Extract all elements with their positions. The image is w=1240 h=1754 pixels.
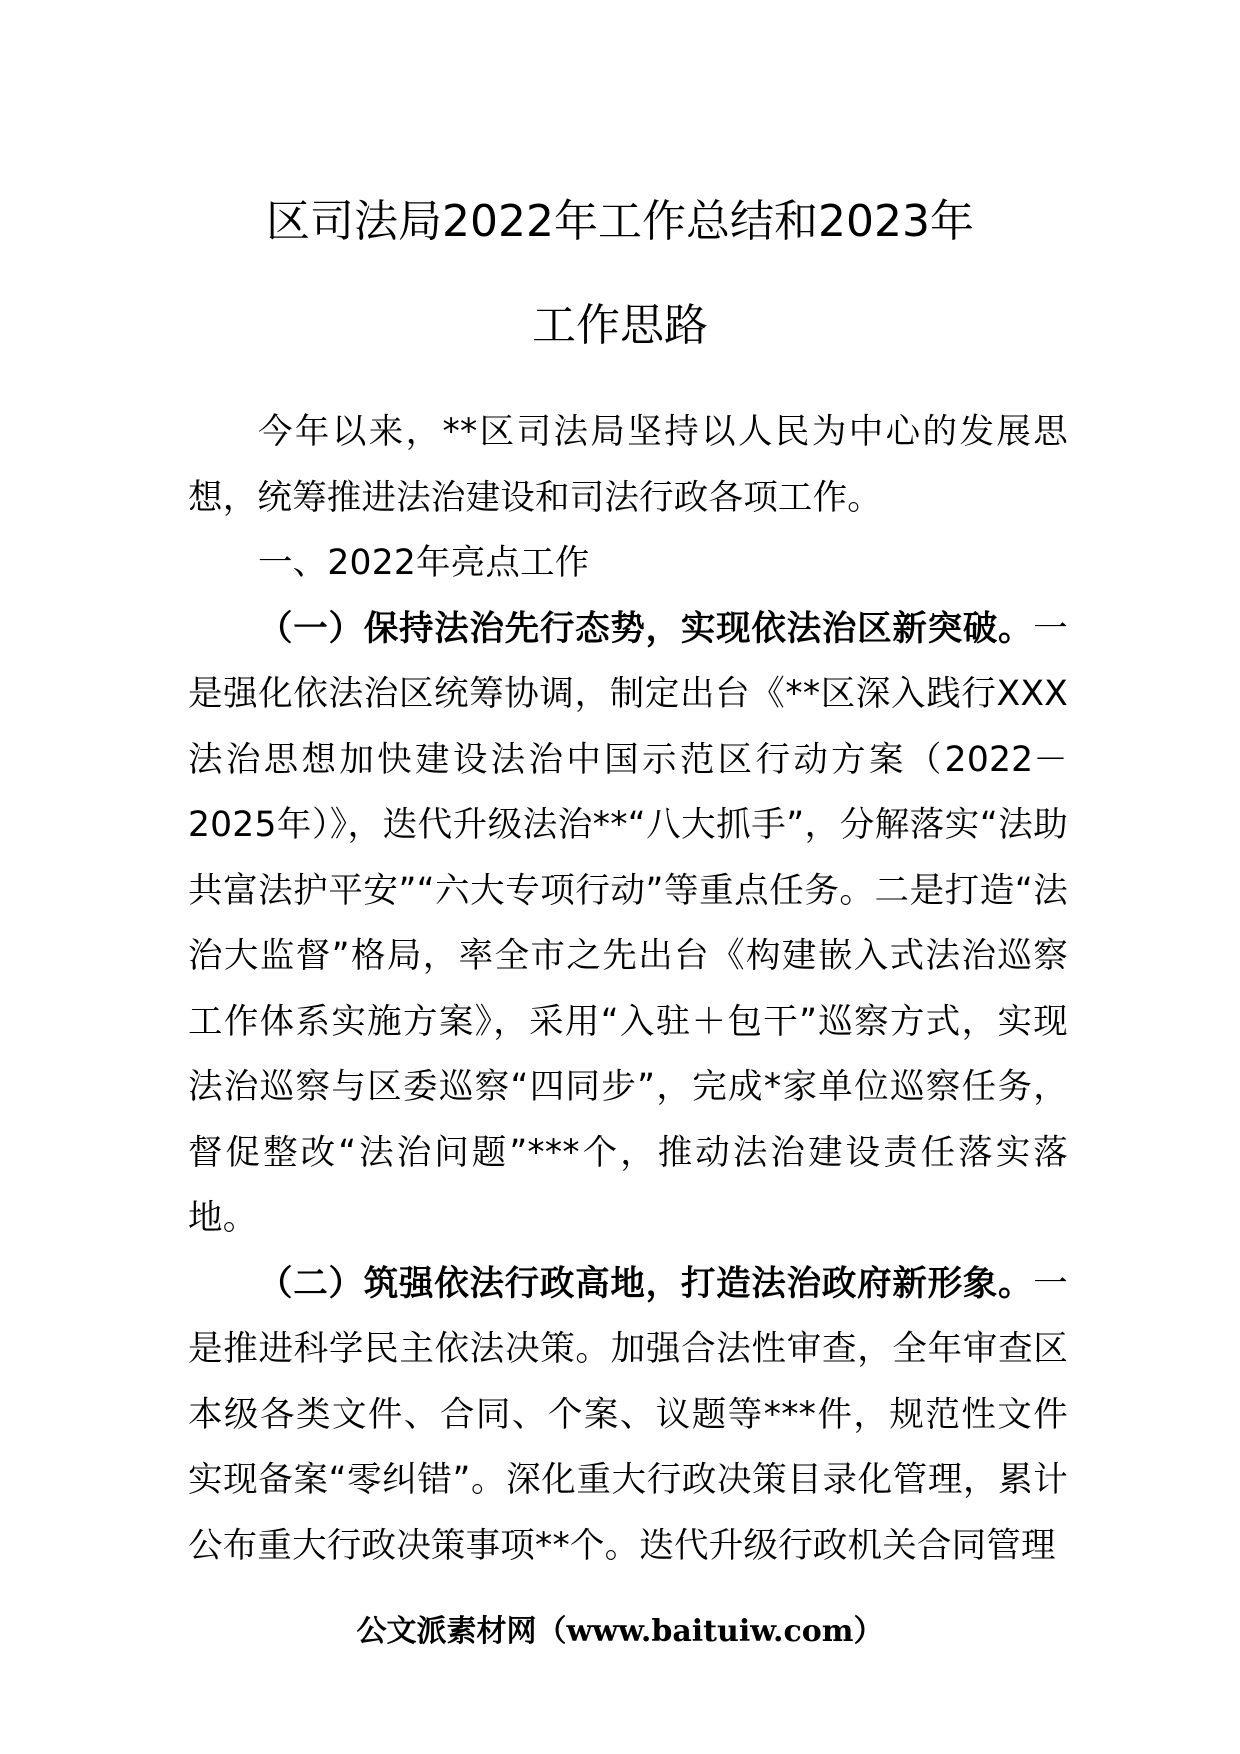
- subsection-1-text: 一是强化依法治区统筹协调，制定出台《**区深入践行XXX法治思想加快建设法治中国示范区行动方案（2022－2025年）》，迭代升级法治**“八大抓手”，分解落实“法助共富法护平安”“六大专项行动”等重点任务。二是打造“法治大监督”格局，率全市之先出台《构建嵌入式法治巡察工作体系实施方案》，采用“入驻＋包干”巡察方式，实现法治巡察与区委巡察“四同步”，完成*家单位巡察任务，督促整改“法治问题”***个，推动法治建设责任落实落地。: [188, 608, 1068, 1238]
- document-title-line-1: 区司法局2022年工作总结和2023年: [266, 196, 974, 247]
- document-body: [188, 400, 1068, 1579]
- subsection-1-heading: （一）保持法治先行态势，实现依法治区新突破。: [258, 608, 1034, 649]
- subsection-1-paragraph: [188, 597, 1068, 1252]
- subsection-2-text: 一是推进科学民主依法决策。加强合法性审查，全年审查区本级各类文件、合同、个案、议题等***件，规范性文件实现备案“零纠错”。深化重大行政决策目录化管理，累计公布重大行政决策事项**个。迭代升级行政机关合同管理: [188, 1263, 1068, 1566]
- intro-paragraph: 今年以来，**区司法局坚持以人民为中心的发展思想，统筹推进法治建设和司法行政各项工作。: [188, 412, 1068, 518]
- section-heading: 一、2022年亮点工作: [258, 543, 590, 583]
- subsection-2-heading: （二）筑强依法行政高地，打造法治政府新形象。: [258, 1263, 1034, 1304]
- subsection-2-paragraph: [188, 1252, 1068, 1580]
- footer-watermark: 公文派素材网（www.baituiw.com）: [356, 1614, 884, 1649]
- document-title-line-2: 工作思路: [532, 300, 708, 351]
